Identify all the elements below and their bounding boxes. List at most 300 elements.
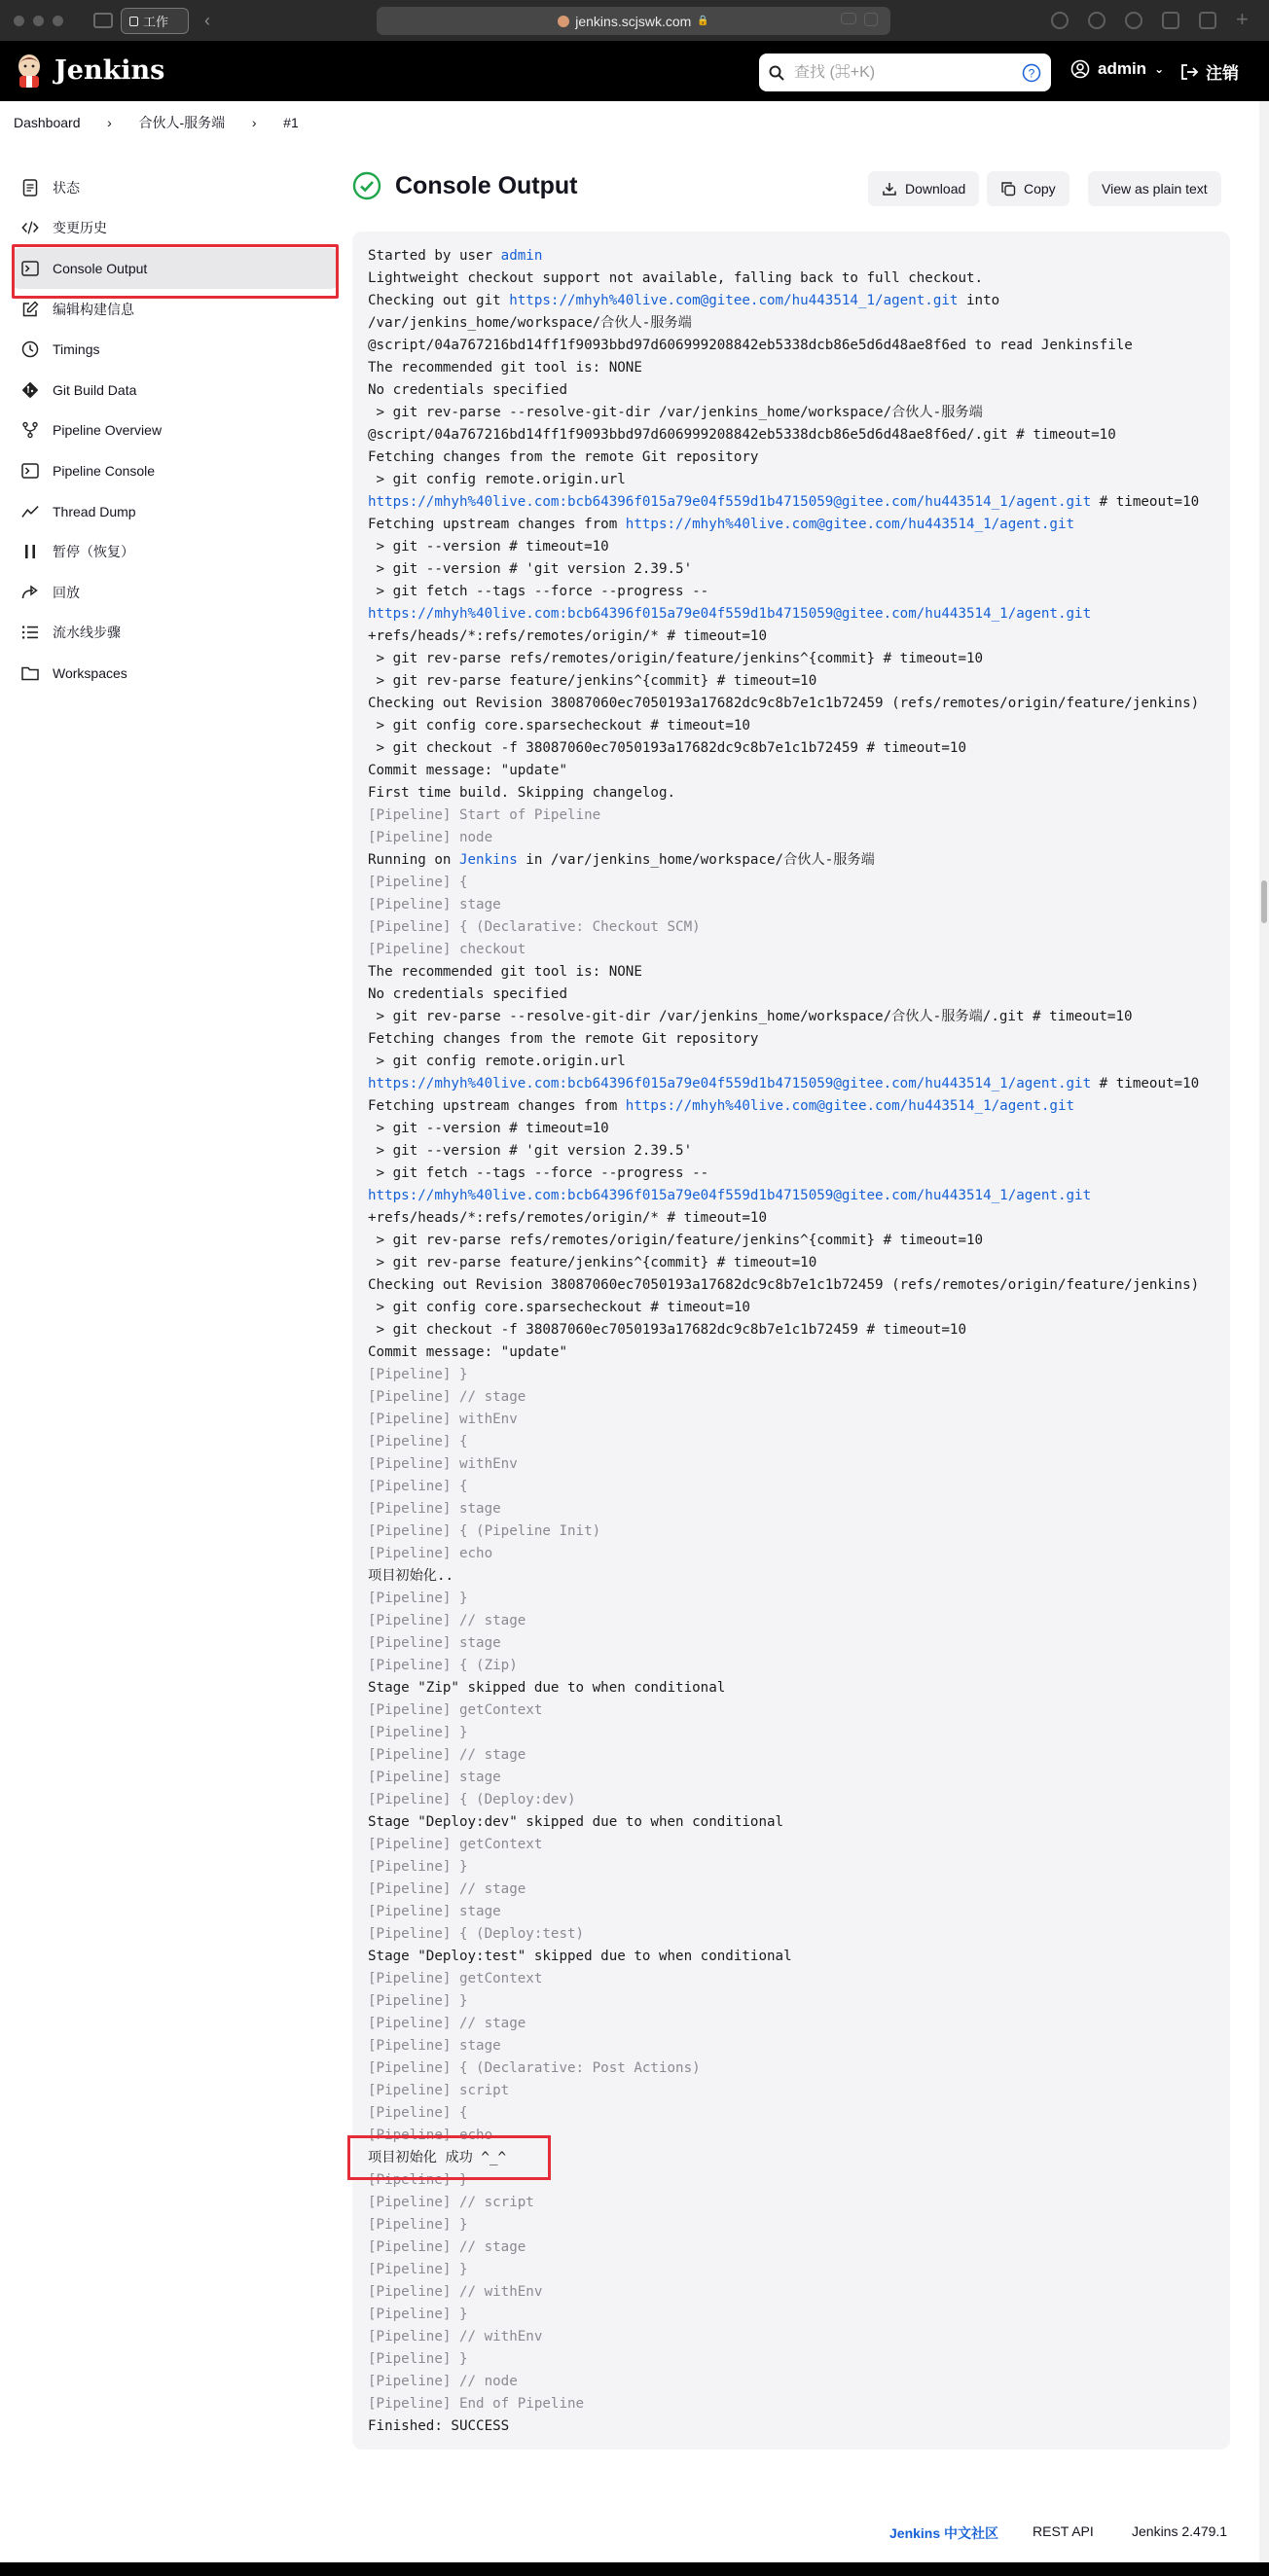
console-text: @script/04a767216bd14ff1f9093bbd97d606999208842eb5338dcb86e5d6d48ae8f6ed to read Jenkinsfile — [368, 338, 1133, 353]
console-line — [368, 379, 1215, 402]
console-text: Fetching changes from the remote Git repository — [368, 1031, 759, 1047]
bottom-bar — [0, 2562, 1269, 2576]
console-text: [Pipeline] node — [368, 830, 493, 845]
download-button[interactable] — [868, 171, 979, 206]
chart-line-icon — [21, 504, 39, 519]
search-icon — [769, 65, 784, 81]
console-line — [368, 335, 1215, 357]
console-line — [368, 1946, 1215, 1968]
window-close-button[interactable] — [14, 16, 24, 26]
console-line — [368, 536, 1215, 558]
console-text: > git config core.sparsecheckout # timeout=10 — [368, 1300, 750, 1315]
document-icon — [21, 179, 39, 197]
breadcrumb-separator: › — [251, 115, 257, 130]
console-text: [Pipeline] } — [368, 1993, 468, 2009]
console-line — [368, 1699, 1215, 1722]
console-line — [368, 312, 1215, 335]
console-text: Lightweight checkout support not available, falling back to full checkout. — [368, 270, 984, 286]
console-text: [Pipeline] withEnv — [368, 1456, 518, 1472]
svg-text:?: ? — [1028, 66, 1035, 80]
console-text: > git fetch --tags --force --progress -- — [368, 584, 709, 599]
console-line — [368, 849, 1215, 872]
console-text: [Pipeline] // stage — [368, 2016, 526, 2031]
translate-icon[interactable] — [841, 13, 856, 24]
annotation-highlight-box — [347, 2135, 551, 2180]
console-line — [368, 2035, 1215, 2057]
page-title: Console Output — [395, 171, 578, 199]
console-line — [368, 1498, 1215, 1521]
clock-icon — [21, 340, 39, 358]
console-line — [368, 961, 1215, 984]
console-text: Fetching upstream changes from — [368, 517, 626, 532]
sidebar-item-pipeline-overview[interactable] — [12, 411, 339, 451]
console-text: > git rev-parse feature/jenkins^{commit} # timeout=10 — [368, 673, 817, 689]
console-line — [368, 2393, 1215, 2415]
tab-group-label: 工作 — [143, 15, 169, 29]
console-line — [368, 1252, 1215, 1274]
console-line — [368, 1521, 1215, 1543]
console-line — [368, 1006, 1215, 1028]
console-line — [368, 984, 1215, 1006]
console-text: [Pipeline] getContext — [368, 1702, 543, 1718]
jenkins-logo[interactable] — [14, 53, 164, 88]
console-line — [368, 603, 1215, 626]
console-line — [368, 491, 1215, 514]
breadcrumb — [14, 101, 299, 144]
console-line — [368, 872, 1215, 894]
address-bar[interactable] — [377, 7, 890, 35]
sidebar-item-label: 暂停（恢复） — [53, 544, 134, 560]
terminal-icon — [21, 463, 39, 479]
window-zoom-button[interactable] — [53, 16, 63, 26]
app-header — [0, 41, 1269, 101]
console-line — [368, 2259, 1215, 2281]
console-link[interactable]: https://mhyh%40live.com:bcb64396f015a79e04f559d1b4715059@gitee.com/hu443514_1/agent.git — [368, 1188, 1092, 1203]
console-line — [368, 1901, 1215, 1923]
console-text: Running on — [368, 852, 459, 868]
view-plain-text-label: View as plain text — [1102, 181, 1208, 197]
console-text: [Pipeline] checkout — [368, 942, 526, 957]
breadcrumb-build[interactable]: #1 — [283, 115, 299, 130]
tab-group-icon — [129, 17, 138, 26]
version-link[interactable]: Jenkins 2.479.1 — [1132, 2523, 1228, 2539]
console-text: Stage "Zip" skipped due to when conditional — [368, 1680, 726, 1696]
sidebar-item-thread-dump[interactable] — [12, 491, 339, 532]
console-line — [368, 2080, 1215, 2102]
console-text: [Pipeline] } — [368, 2307, 468, 2322]
console-line — [368, 1543, 1215, 1565]
view-plain-text-button[interactable] — [1088, 171, 1221, 206]
console-text: [Pipeline] { — [368, 1434, 468, 1449]
console-link[interactable]: Jenkins — [458, 852, 518, 868]
console-text: [Pipeline] } — [368, 2351, 468, 2367]
list-icon — [21, 625, 39, 640]
console-line — [368, 1028, 1215, 1051]
console-text: > git rev-parse refs/remotes/origin/feature/jenkins^{commit} # timeout=10 — [368, 1233, 984, 1248]
console-line — [368, 1073, 1215, 1095]
breadcrumb-separator: › — [107, 115, 112, 130]
edit-icon — [21, 301, 39, 318]
console-text: [Pipeline] // stage — [368, 1613, 526, 1628]
console-text: The recommended git tool is: NONE — [368, 360, 642, 376]
url-text: jenkins.scjswk.com — [575, 13, 692, 29]
console-line — [368, 1722, 1215, 1744]
sidebar-item-timings[interactable] — [12, 329, 339, 370]
console-text: No credentials specified — [368, 986, 567, 1002]
console-line — [368, 1476, 1215, 1498]
rest-api-link[interactable]: REST API — [1033, 2523, 1094, 2539]
sidebar-item-label: Pipeline Overview — [53, 422, 163, 439]
console-text: [Pipeline] withEnv — [368, 1412, 518, 1427]
console-text: Stage "Deploy:dev" skipped due to when conditional — [368, 1814, 784, 1830]
sidebar-item-label: Timings — [53, 341, 100, 358]
reader-icon[interactable] — [864, 13, 878, 26]
console-line — [368, 2304, 1215, 2326]
console-text: [Pipeline] } — [368, 1367, 468, 1382]
search-input[interactable] — [794, 64, 1012, 82]
console-line — [368, 2192, 1215, 2214]
download-status-icon[interactable] — [1051, 12, 1069, 29]
console-line — [368, 1767, 1215, 1789]
console-line — [368, 1990, 1215, 2013]
console-line — [368, 1409, 1215, 1431]
console-text: [Pipeline] // withEnv — [368, 2284, 543, 2300]
console-text: > git checkout -f 38087060ec7050193a17682dc9c8b7e1c1b72459 # timeout=10 — [368, 1322, 966, 1338]
sidebar-item-replay[interactable] — [12, 572, 339, 613]
console-text: # timeout=10 — [1091, 494, 1200, 510]
page-header — [352, 171, 1230, 206]
console-text: 项目初始化.. — [368, 1568, 454, 1584]
console-text: > git config core.sparsecheckout # timeout=10 — [368, 718, 750, 733]
console-text: [Pipeline] } — [368, 2172, 468, 2188]
shield-icon[interactable] — [1125, 12, 1142, 29]
console-line — [368, 1342, 1215, 1364]
browser-toolbar — [0, 0, 1269, 41]
logout-icon — [1179, 62, 1199, 82]
console-text: [Pipeline] { (Declarative: Checkout SCM) — [368, 919, 701, 935]
console-text: [Pipeline] { (Zip) — [368, 1658, 518, 1673]
console-text: Started by user — [368, 248, 501, 264]
console-text: > git rev-parse --resolve-git-dir /var/jenkins_home/workspace/合伙人-服务端 — [368, 405, 983, 420]
console-line — [368, 2326, 1215, 2348]
console-line — [368, 1453, 1215, 1476]
console-text: [Pipeline] } — [368, 2262, 468, 2277]
sidebar-item-label: Thread Dump — [53, 503, 136, 519]
console-line — [368, 1632, 1215, 1655]
console-text: [Pipeline] } — [368, 1859, 468, 1875]
copy-button[interactable] — [987, 171, 1070, 206]
console-line — [368, 626, 1215, 648]
console-line — [368, 1163, 1215, 1185]
console-link[interactable]: https://mhyh%40live.com@gitee.com/hu443514_1/agent.git — [625, 1098, 1075, 1114]
console-line — [368, 737, 1215, 760]
logout-label: 注销 — [1206, 64, 1239, 83]
chevron-down-icon: ⌄ — [1154, 62, 1165, 76]
console-line — [368, 1386, 1215, 1409]
console-line — [368, 1811, 1215, 1834]
console-line — [368, 1140, 1215, 1163]
console-link[interactable]: https://mhyh%40live.com@gitee.com/hu443514_1/agent.git — [625, 517, 1075, 532]
console-text: > git --version # 'git version 2.39.5' — [368, 561, 693, 577]
sidebar-item-label: Git Build Data — [53, 381, 137, 398]
sidebar-item-status[interactable] — [12, 167, 339, 208]
console-text: [Pipeline] } — [368, 1725, 468, 1740]
breadcrumb-dashboard[interactable]: Dashboard — [14, 115, 81, 130]
user-icon — [1070, 59, 1090, 79]
console-text: [Pipeline] stage — [368, 1635, 501, 1651]
console-line — [368, 447, 1215, 469]
console-line — [368, 1431, 1215, 1453]
console-text: > git config remote.origin.url — [368, 1054, 626, 1069]
console-text: into — [958, 293, 1000, 308]
console-text: [Pipeline] script — [368, 2083, 510, 2098]
console-line — [368, 1095, 1215, 1118]
sidebar-item-label: 编辑构建信息 — [53, 301, 134, 317]
console-text: > git --version # timeout=10 — [368, 1121, 609, 1136]
console-text: [Pipeline] { (Pipeline Init) — [368, 1523, 601, 1539]
console-link[interactable]: https://mhyh%40live.com@gitee.com/hu443514_1/agent.git — [509, 293, 959, 308]
console-text: [Pipeline] { (Deploy:test) — [368, 1926, 585, 1942]
sidebar-item-git-build-data[interactable] — [12, 370, 339, 411]
new-tab-icon[interactable]: + — [1236, 7, 1249, 31]
console-text: Fetching changes from the remote Git repository — [368, 449, 759, 465]
console-line — [368, 760, 1215, 782]
sidebar-item-label: 状态 — [53, 179, 80, 196]
console-text: Checking out Revision 38087060ec7050193a17682dc9c8b7e1c1b72459 (refs/remotes/origin/feature/jenkins) — [368, 696, 1200, 711]
console-link[interactable]: https://mhyh%40live.com:bcb64396f015a79e04f559d1b4715059@gitee.com/hu443514_1/agent.git — [368, 1076, 1092, 1091]
download-icon — [882, 181, 897, 197]
folder-icon — [21, 665, 39, 681]
console-text: [Pipeline] End of Pipeline — [368, 2396, 585, 2412]
console-line — [368, 1118, 1215, 1140]
console-text: > git config remote.origin.url — [368, 472, 626, 487]
console-line — [368, 402, 1215, 424]
console-line — [368, 1834, 1215, 1856]
jenkins-butler-icon — [14, 53, 45, 88]
code-icon — [21, 220, 39, 235]
console-line — [368, 2415, 1215, 2438]
console-line — [368, 1588, 1215, 1610]
scrollbar-track[interactable] — [1259, 101, 1269, 2562]
sidebar-item-label: Workspaces — [53, 664, 127, 681]
console-line — [368, 1297, 1215, 1319]
sidebar-item-changes[interactable] — [12, 208, 339, 249]
sidebar-item-label: Console Output — [53, 260, 148, 276]
console-link[interactable]: https://mhyh%40live.com:bcb64396f015a79e04f559d1b4715059@gitee.com/hu443514_1/agent.git — [368, 606, 1092, 622]
console-line — [368, 1878, 1215, 1901]
console-text: [Pipeline] { — [368, 875, 468, 890]
sidebar-item-pipeline-steps[interactable] — [12, 613, 339, 654]
console-line — [368, 1610, 1215, 1632]
brand-name: Jenkins — [54, 54, 165, 86]
console-line — [368, 1319, 1215, 1342]
console-text: [Pipeline] Start of Pipeline — [368, 807, 601, 823]
console-line — [368, 782, 1215, 805]
annotation-highlight-box — [12, 244, 339, 299]
sidebar-item-workspaces[interactable] — [12, 653, 339, 694]
console-line — [368, 2348, 1215, 2371]
scrollbar-thumb[interactable] — [1261, 880, 1267, 923]
console-text: # timeout=10 — [1091, 1076, 1200, 1091]
console-text: [Pipeline] { — [368, 2105, 468, 2121]
console-text: [Pipeline] echo — [368, 1546, 493, 1561]
console-text: +refs/heads/*:refs/remotes/origin/* # timeout=10 — [368, 628, 767, 644]
console-text: [Pipeline] stage — [368, 897, 501, 912]
console-text: No credentials specified — [368, 382, 567, 398]
console-line — [368, 2371, 1215, 2393]
console-line — [368, 1789, 1215, 1811]
console-line — [368, 827, 1215, 849]
window-minimize-button[interactable] — [33, 16, 44, 26]
search-box[interactable] — [759, 54, 1051, 91]
replay-icon — [21, 585, 39, 600]
console-text: [Pipeline] stage — [368, 1501, 501, 1517]
copy-icon — [1000, 181, 1016, 197]
console-line — [368, 1677, 1215, 1699]
console-line — [368, 2102, 1215, 2125]
download-label: Download — [905, 181, 966, 197]
console-line — [368, 1923, 1215, 1946]
site-favicon-icon — [558, 16, 569, 27]
console-text: [Pipeline] } — [368, 2217, 468, 2233]
console-text: First time build. Skipping changelog. — [368, 785, 676, 801]
console-text: Commit message: "update" — [368, 1344, 567, 1360]
footer — [0, 2512, 1269, 2551]
console-link[interactable]: https://mhyh%40live.com:bcb64396f015a79e04f559d1b4715059@gitee.com/hu443514_1/agent.git — [368, 494, 1092, 510]
console-line — [368, 469, 1215, 491]
console-line — [368, 357, 1215, 379]
success-check-icon — [352, 171, 381, 200]
console-text: [Pipeline] { (Declarative: Post Actions) — [368, 2060, 701, 2076]
console-line — [368, 268, 1215, 290]
console-line — [368, 693, 1215, 715]
breadcrumb-job[interactable]: 合伙人-服务端 — [138, 115, 226, 130]
console-text: > git --version # 'git version 2.39.5' — [368, 1143, 693, 1159]
console-text: [Pipeline] // withEnv — [368, 2329, 543, 2344]
copy-label: Copy — [1024, 181, 1056, 197]
console-line — [368, 805, 1215, 827]
console-text: Stage "Deploy:test" skipped due to when conditional — [368, 1949, 792, 1964]
console-line — [368, 1230, 1215, 1252]
console-text: [Pipeline] // script — [368, 2195, 534, 2210]
console-text: Checking out Revision 38087060ec7050193a17682dc9c8b7e1c1b72459 (refs/remotes/origin/feature/jenkins) — [368, 1277, 1200, 1293]
console-text: [Pipeline] { — [368, 1479, 468, 1494]
sidebar-item-label: 变更历史 — [53, 220, 107, 236]
console-line — [368, 1185, 1215, 1207]
console-line — [368, 1274, 1215, 1297]
sidebar-toggle-icon[interactable] — [93, 13, 113, 28]
tab-overview-icon[interactable] — [1199, 12, 1216, 29]
console-text: [Pipeline] // stage — [368, 1389, 526, 1405]
console-text: [Pipeline] echo — [368, 2128, 493, 2143]
user-menu[interactable] — [1070, 59, 1164, 79]
console-text: [Pipeline] stage — [368, 1904, 501, 1919]
console-line — [368, 670, 1215, 693]
console-line — [368, 245, 1215, 268]
console-text: Commit message: "update" — [368, 763, 567, 778]
console-text: @script/04a767216bd14ff1f9093bbd97d606999208842eb5338dcb86e5d6d48ae8f6ed/.git # timeout=10 — [368, 427, 1116, 443]
tab-group-button[interactable] — [121, 8, 189, 34]
console-line — [368, 1565, 1215, 1588]
console-text: +refs/heads/*:refs/remotes/origin/* # timeout=10 — [368, 1210, 767, 1226]
console-text: > git --version # timeout=10 — [368, 539, 609, 555]
console-text: Finished: SUCCESS — [368, 2418, 510, 2434]
console-text: [Pipeline] // node — [368, 2374, 518, 2389]
extension-icon[interactable] — [1088, 12, 1106, 29]
console-text: [Pipeline] getContext — [368, 1837, 543, 1852]
console-text: [Pipeline] stage — [368, 1770, 501, 1785]
console-line — [368, 1364, 1215, 1386]
console-text: [Pipeline] } — [368, 1591, 468, 1606]
console-line — [368, 648, 1215, 670]
console-text: [Pipeline] // stage — [368, 1881, 526, 1897]
console-line — [368, 2281, 1215, 2304]
console-text: Fetching upstream changes from — [368, 1098, 626, 1114]
console-text: in /var/jenkins_home/workspace/合伙人-服务端 — [517, 852, 875, 868]
sidebar-item-label: 流水线步骤 — [53, 625, 121, 641]
lock-icon: 🔒 — [697, 16, 709, 26]
console-line — [368, 581, 1215, 603]
console-text: [Pipeline] // stage — [368, 1747, 526, 1763]
console-text: > git rev-parse --resolve-git-dir /var/jenkins_home/workspace/合伙人-服务端/.git # timeout=10 — [368, 1009, 1133, 1024]
pause-icon — [21, 544, 39, 559]
console-text: [Pipeline] stage — [368, 2038, 501, 2054]
logout-button[interactable] — [1179, 59, 1239, 84]
console-line — [368, 1968, 1215, 1990]
user-name: admin — [1098, 59, 1147, 78]
console-text: 项目初始化 成功 ^_^ — [368, 2150, 507, 2165]
sidebar-item-pipeline-console[interactable] — [12, 450, 339, 491]
console-line — [368, 514, 1215, 536]
console-line — [368, 558, 1215, 581]
console-line — [368, 424, 1215, 447]
console-text: [Pipeline] // stage — [368, 2239, 526, 2255]
console-line — [368, 1744, 1215, 1767]
console-link[interactable]: admin — [500, 248, 543, 264]
console-text: [Pipeline] getContext — [368, 1971, 543, 1986]
console-line — [368, 1856, 1215, 1878]
git-icon — [21, 381, 39, 399]
console-line — [368, 2057, 1215, 2080]
console-text: > git checkout -f 38087060ec7050193a17682dc9c8b7e1c1b72459 # timeout=10 — [368, 740, 966, 756]
console-text: [Pipeline] { (Deploy:dev) — [368, 1792, 576, 1807]
sidebar-item-pause-resume[interactable] — [12, 531, 339, 572]
back-icon[interactable]: ‹ — [204, 11, 210, 30]
sidebar-item-label: 回放 — [53, 584, 80, 600]
console-line — [368, 2236, 1215, 2259]
console-line — [368, 1207, 1215, 1230]
console-line — [368, 916, 1215, 939]
help-icon[interactable] — [1022, 63, 1041, 83]
console-line — [368, 939, 1215, 961]
share-icon[interactable] — [1162, 12, 1179, 29]
console-text: Checking out git — [368, 293, 510, 308]
console-line — [368, 894, 1215, 916]
console-text: > git fetch --tags --force --progress -- — [368, 1165, 709, 1181]
console-line — [368, 290, 1215, 312]
console-text: > git rev-parse refs/remotes/origin/feature/jenkins^{commit} # timeout=10 — [368, 651, 984, 666]
branch-icon — [21, 421, 39, 439]
console-text: The recommended git tool is: NONE — [368, 964, 642, 980]
console-line — [368, 715, 1215, 737]
community-link[interactable]: Jenkins 中文社区 — [889, 2525, 999, 2541]
console-text: /var/jenkins_home/workspace/合伙人-服务端 — [368, 315, 692, 331]
console-text: > git rev-parse feature/jenkins^{commit} # timeout=10 — [368, 1255, 817, 1270]
console-line — [368, 2013, 1215, 2035]
console-line — [368, 1051, 1215, 1073]
sidebar-item-label: Pipeline Console — [53, 462, 156, 479]
console-output — [352, 232, 1230, 2450]
